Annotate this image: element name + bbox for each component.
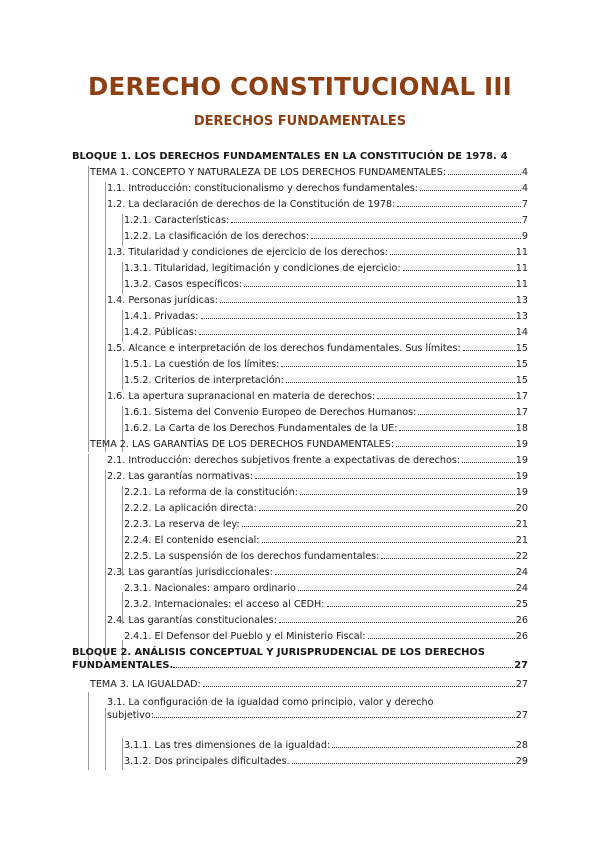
toc-entry-title: 1.4. Personas jurídicas: [107, 295, 219, 306]
toc-leader-dots [396, 446, 515, 447]
toc-entry-title: 3.1.2. Dos principales dificultades. [124, 756, 290, 767]
toc-entry-title: 2.3.2. Internacionales: el acceso al CEDH: [124, 599, 325, 610]
toc-guide-line [122, 358, 123, 390]
toc-guide-line [122, 262, 123, 294]
toc-leader-dots [377, 398, 515, 399]
toc-entry-page: 20 [515, 503, 528, 514]
toc-leader-dots [448, 174, 521, 175]
toc-leader-dots [154, 717, 515, 718]
toc-entry-bloque-2[interactable] [72, 646, 528, 672]
toc-entry-page: 15 [515, 343, 528, 354]
toc-entry-title: 1.5.1. La cuestión de los límites: [124, 359, 280, 370]
toc-leader-dots [327, 606, 515, 607]
toc-entry-title: TEMA 2. LAS GARANTÍAS DE LOS DERECHOS FUNDAMENTALES: [90, 439, 395, 450]
toc-entry-title: 2.2.3. La reserva de ley: [124, 519, 240, 530]
toc-leader-dots [281, 366, 514, 367]
toc-entry-page: 11 [515, 247, 528, 258]
toc-leader-dots [298, 590, 515, 591]
toc-entry-tema-1[interactable] [90, 165, 528, 181]
toc-entry-2-2-3[interactable] [124, 517, 528, 533]
toc-leader-dots [332, 747, 515, 748]
toc-entry-title: 2.2.5. La suspensión de los derechos fundamentales: [124, 551, 380, 562]
toc-entry-title-line1: BLOQUE 2. ANÁLISIS CONCEPTUAL Y JURISPRUDENCIAL DE LOS DERECHOS [72, 647, 485, 658]
toc-entry-title: TEMA 1. CONCEPTO Y NATURALEZA DE LOS DERECHOS FUNDAMENTALES: [90, 167, 447, 178]
toc-entry-title: 1.4.2. Públicas: [124, 327, 198, 338]
toc-entry-page: 13 [515, 295, 528, 306]
toc-leader-dots [463, 350, 515, 351]
toc-leader-dots [201, 318, 515, 319]
toc-entry-3-1-1[interactable] [124, 738, 528, 754]
toc-entry-1-4[interactable] [107, 293, 528, 309]
toc-entry-title: 1.4.1. Privadas: [124, 311, 199, 322]
toc-entry-3-1[interactable] [107, 696, 528, 722]
toc-leader-dots [244, 286, 515, 287]
toc-entry-1-2-1[interactable] [124, 213, 528, 229]
toc-entry-page: 15 [515, 375, 528, 386]
toc-entry-page: 22 [515, 551, 528, 562]
toc-leader-dots [231, 222, 521, 223]
toc-entry-title: 1.6.2. La Carta de los Derechos Fundamentales de la UE: [124, 423, 398, 434]
toc-entry-title: 3.1.1. Las tres dimensiones de la igualdad: [124, 740, 331, 751]
toc-entry-title: 2.1. Introducción: derechos subjetivos frente a expectativas de derechos: [107, 455, 461, 466]
toc-entry-page: 26 [515, 615, 528, 626]
toc-leader-dots [279, 622, 515, 623]
toc-entry-title: 2.2.1. La reforma de la constitución: [124, 487, 298, 498]
toc-entry-1-1[interactable] [107, 181, 528, 197]
toc-guide-line [88, 166, 89, 452]
document-subtitle: DERECHOS FUNDAMENTALES [193, 114, 407, 129]
toc-entry-1-6[interactable] [107, 389, 528, 405]
toc-guide-line [122, 310, 123, 342]
toc-entry-title: 1.6.1. Sistema del Convenio Europeo de Derechos Humanos: [124, 407, 417, 418]
toc-entry-page: 14 [515, 327, 528, 338]
toc-entry-title: 1.2.2. La clasificación de los derechos: [124, 231, 310, 242]
toc-entry-page: 17 [515, 407, 528, 418]
toc-entry-2-2-2[interactable] [124, 501, 528, 517]
toc-guide-line [88, 692, 89, 770]
toc-leader-dots [368, 638, 515, 639]
toc-entry-1-2-2[interactable] [124, 229, 528, 245]
toc-leader-dots [173, 667, 513, 668]
toc-entry-page: 18 [515, 423, 528, 434]
toc-leader-dots [242, 526, 515, 527]
toc-entry-page: 25 [515, 599, 528, 610]
toc-entry-1-3-1[interactable] [124, 261, 528, 277]
toc-entry-page: 21 [515, 535, 528, 546]
toc-entry-3-1-2[interactable] [124, 754, 528, 770]
toc-entry-2-2-5[interactable] [124, 549, 528, 565]
toc-entry-page: 4 [521, 167, 528, 178]
toc-entry-page: 17 [515, 391, 528, 402]
toc-guide-line [122, 214, 123, 246]
toc-entry-title: 2.3. Las garantías jurisdiccionales: [107, 567, 273, 578]
toc-leader-dots [286, 382, 515, 383]
toc-entry-1-3-2[interactable] [124, 277, 528, 293]
toc-entry-title: 2.2.2. La aplicación directa: [124, 503, 257, 514]
toc-entry-title: 2.4.1. El Defensor del Pueblo y el Ministerio Fiscal: [124, 631, 366, 642]
toc-entry-2-4-1[interactable] [124, 629, 528, 645]
toc-entry-page: 26 [515, 631, 528, 642]
toc-entry-page: 28 [515, 740, 528, 751]
toc-entry-tema-2[interactable] [90, 437, 528, 453]
toc-entry-title: 1.5.2. Criterios de interpretación: [124, 375, 284, 386]
toc-entry-page: 15 [515, 359, 528, 370]
toc-entry-page: 7 [521, 199, 528, 210]
toc-entry-title: BLOQUE 1. LOS DERECHOS FUNDAMENTALES EN LA CONSTITUCIÓN DE 1978. [72, 151, 497, 162]
toc-entry-title: 1.2. La declaración de derechos de la Constitución de 1978: [107, 199, 396, 210]
toc-leader-dots [300, 494, 515, 495]
toc-entry-page: 13 [515, 311, 528, 322]
toc-entry-2-3-2[interactable] [124, 597, 528, 613]
toc-entry-page: 19 [515, 439, 528, 450]
toc-leader-dots [420, 190, 521, 191]
toc-entry-title: 2.4. Las garantías constitucionales: [107, 615, 277, 626]
document-title: DERECHO CONSTITUCIONAL III [88, 72, 512, 101]
toc-entry-title: 2.3.1. Nacionales: amparo ordinario [124, 583, 296, 594]
toc-entry-title: 1.3.1. Titularidad, legitimación y condiciones de ejercicio: [124, 263, 401, 274]
toc-entry-bloque-1[interactable] [72, 149, 528, 165]
toc-entry-2-4[interactable] [107, 613, 528, 629]
toc-entry-page: 11 [515, 279, 528, 290]
toc-entry-1-4-1[interactable] [124, 309, 528, 325]
toc-leader-dots [462, 462, 515, 463]
toc-entry-2-3[interactable] [107, 565, 528, 581]
toc-entry-title-line1: 3.1. La configuración de la igualdad como principio, valor y derecho [107, 697, 434, 708]
toc-leader-dots [397, 206, 521, 207]
toc-entry-1-2[interactable] [107, 197, 528, 213]
toc-entry-2-2-1[interactable] [124, 485, 528, 501]
toc-entry-1-6-1[interactable] [124, 405, 528, 421]
toc-entry-page: 19 [515, 487, 528, 498]
toc-entry-2-2-4[interactable] [124, 533, 528, 549]
toc-entry-page: 29 [515, 756, 528, 767]
toc-entry-title: 1.2.1. Características: [124, 215, 230, 226]
toc-entry-tema-3[interactable] [90, 677, 528, 693]
toc-entry-page: 21 [515, 519, 528, 530]
toc-entry-page: 27 [515, 710, 528, 721]
toc-leader-dots [390, 254, 515, 255]
toc-leader-dots [199, 334, 515, 335]
toc-entry-title: 2.2. Las garantías normativas: [107, 471, 254, 482]
toc-entry-page: 19 [515, 471, 528, 482]
toc-entry-page: 4 [500, 151, 508, 162]
toc-guide-line [122, 486, 123, 576]
toc-entry-title: TEMA 3. LA IGUALDAD: [90, 679, 201, 690]
toc-entry-2-1[interactable] [107, 453, 528, 469]
toc-leader-dots [381, 558, 514, 559]
toc-guide-line [105, 470, 106, 660]
toc-leader-dots [262, 542, 515, 543]
toc-entry-page: 24 [515, 583, 528, 594]
toc-leader-dots [259, 510, 515, 511]
toc-entry-1-5-2[interactable] [124, 373, 528, 389]
toc-entry-title-line2: FUNDAMENTALES. [72, 660, 174, 671]
toc-leader-dots [220, 302, 515, 303]
toc-entry-title: 1.3. Titularidad y condiciones de ejercicio de los derechos: [107, 247, 388, 258]
toc-guide-line [88, 454, 89, 660]
toc-leader-dots [275, 574, 515, 575]
toc-guide-line [105, 708, 106, 770]
toc-leader-dots [399, 430, 514, 431]
toc-entry-page: 24 [515, 567, 528, 578]
toc-entry-title: 1.6. La apertura supranacional en materia de derechos: [107, 391, 376, 402]
toc-entry-1-5-1[interactable] [124, 357, 528, 373]
toc-entry-title: 1.1. Introducción: constitucionalismo y derechos fundamentales: [107, 183, 419, 194]
toc-leader-dots [203, 686, 515, 687]
toc-entry-title-line2: subjetivo: [107, 710, 154, 721]
toc-entry-title: 1.5. Alcance e interpretación de los derechos fundamentales. Sus límites: [107, 343, 461, 354]
toc-guide-line [122, 738, 123, 770]
toc-entry-page: 27 [514, 660, 528, 671]
toc-leader-dots [255, 478, 515, 479]
toc-entry-page: 11 [515, 263, 528, 274]
toc-leader-dots [292, 763, 515, 764]
toc-entry-1-4-2[interactable] [124, 325, 528, 341]
toc-entry-page: 27 [515, 679, 528, 690]
toc-entry-2-3-1[interactable] [124, 581, 528, 597]
toc-leader-dots [418, 414, 514, 415]
toc-leader-dots [403, 270, 515, 271]
toc-entry-1-3[interactable] [107, 245, 528, 261]
toc-entry-title: 1.3.2. Casos específicos: [124, 279, 243, 290]
toc-entry-1-5[interactable] [107, 341, 528, 357]
toc-entry-page: 9 [521, 231, 528, 242]
toc-guide-line [105, 182, 106, 452]
toc-entry-page: 19 [515, 455, 528, 466]
toc-entry-title: 2.2.4. El contenido esencial: [124, 535, 260, 546]
toc-entry-page: 4 [521, 183, 528, 194]
toc-leader-dots [311, 238, 521, 239]
toc-entry-1-6-2[interactable] [124, 421, 528, 437]
toc-entry-page: 7 [521, 215, 528, 226]
toc-entry-2-2[interactable] [107, 469, 528, 485]
